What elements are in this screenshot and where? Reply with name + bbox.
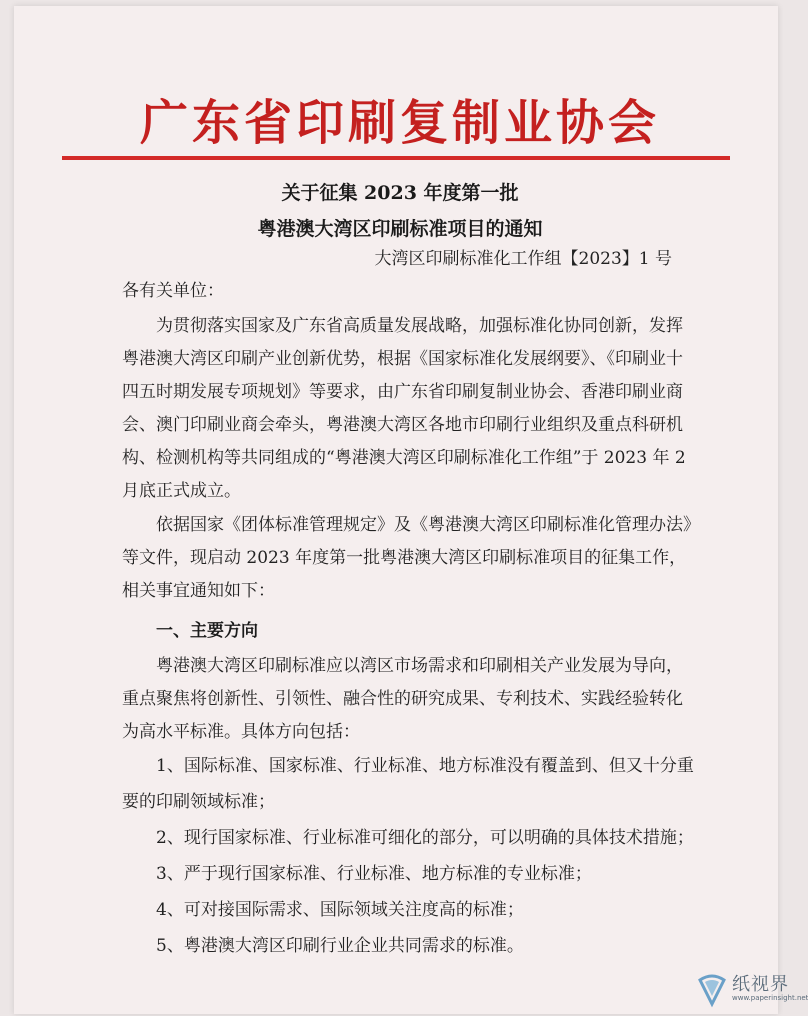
notice-title-line1: 关于征集 2023 年度第一批 (281, 182, 519, 204)
document-number: 大湾区印刷标准化工作组【2023】1 号 (374, 249, 672, 269)
letterhead-org-name: 广东省印刷复制业协会 (139, 95, 660, 151)
list-item: 3、严于现行国家标准、行业标准、地方标准的专业标准； (156, 864, 592, 884)
section-1-heading: 一、主要方向 (156, 621, 258, 641)
watermark-url: www.paperinsight.net (732, 994, 808, 1002)
paragraph-1: 为贯彻落实国家及广东省高质量发展战略，加强标准化协同创新，发挥粤港澳大湾区印刷产业创新优势，根据《国家标准化发展纲要》、《印刷业十四五时期发展专项规划》等要求，由广东省印刷复制业协会、香港印刷业商会、澳门印刷业商会牵头，粤港澳大湾区各地市印刷行业组织及重点科研机构、检测机构等共同组成的“粤港澳大湾区印刷标准化工作组”于 2023 年 2 月底正式成立。 (122, 316, 686, 501)
list-item: 5、粤港澳大湾区印刷行业企业共同需求的标准。 (156, 936, 524, 956)
paperinsight-logo-icon (696, 970, 728, 1006)
list-item: 4、可对接国际需求、国际领域关注度高的标准； (156, 900, 524, 920)
paragraph-2: 依据国家《团体标准管理规定》及《粤港澳大湾区印刷标准化管理办法》等文件，现启动 2023 年度第一批粤港澳大湾区印刷标准项目的征集工作，相关事宜通知如下： (122, 515, 692, 601)
section-1-paragraph: 粤港澳大湾区印刷标准应以湾区市场需求和印刷相关产业发展为导向，重点聚焦将创新性、引领性、融合性的研究成果、专利技术、实践经验转化为高水平标准。具体方向包括： (122, 656, 683, 742)
notice-title-line2: 粤港澳大湾区印刷标准项目的通知 (257, 218, 543, 240)
watermark-brand: 纸视界 (732, 974, 789, 995)
direction-list (122, 748, 696, 964)
salutation: 各有关单位： (122, 281, 224, 301)
letterhead-red-rule (62, 156, 730, 160)
list-item: 2、现行国家标准、行业标准可细化的部分，可以明确的具体技术措施； (156, 828, 694, 848)
watermark (696, 970, 808, 1010)
list-item: 1、国际标准、国家标准、行业标准、地方标准没有覆盖到、但又十分重要的印刷领域标准； (122, 756, 694, 812)
